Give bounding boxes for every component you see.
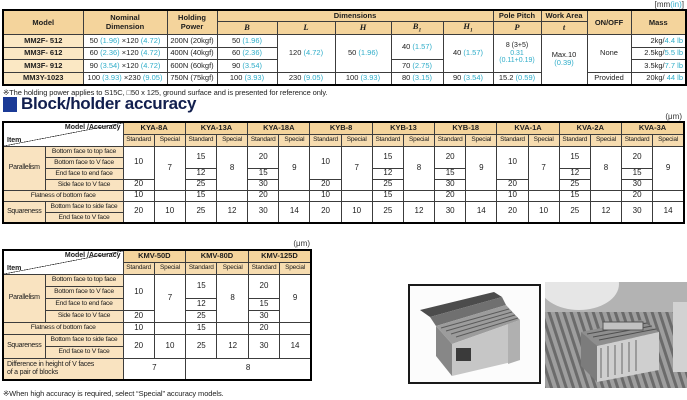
empty-cell — [154, 190, 185, 201]
model-name: MM3F- 912 — [3, 60, 83, 73]
section-title: Block/holder accuracy — [21, 94, 197, 113]
spec-table — [2, 9, 687, 86]
row-label: Bottom face to side face — [45, 334, 123, 346]
col-header-onoff: ON/OFF — [587, 10, 631, 35]
value-cell: 15 — [185, 190, 216, 201]
value-cell: 10 — [154, 334, 185, 358]
row-label: Bottom face to side face — [45, 201, 123, 212]
value-cell: 8 — [590, 146, 621, 190]
model-header: KYB-13 — [372, 122, 434, 134]
row-label: Side face to V face — [45, 310, 123, 322]
standard-header: Standard — [372, 134, 403, 146]
value-cell: 10 — [123, 146, 154, 179]
table-row — [3, 10, 686, 21]
special-header: Special — [590, 134, 621, 146]
table-row — [3, 146, 684, 157]
dim-B1: 40 (1.57) — [391, 35, 443, 60]
table-row — [3, 322, 311, 334]
unit-label-um-2: (μm) — [293, 239, 310, 248]
section-bullet-icon — [3, 97, 17, 112]
special-header: Special — [216, 134, 247, 146]
row-label: End face to end face — [45, 168, 123, 179]
col-header-model: Model — [3, 10, 83, 35]
table-row — [3, 190, 684, 201]
value-cell: 14 — [279, 201, 310, 223]
value-cell: 12 — [559, 168, 590, 179]
dim-B: 60 (2.36) — [217, 47, 277, 60]
empty-cell — [279, 190, 310, 201]
holding-power: 750N (75kgf) — [167, 72, 217, 85]
row-label-flatness: Flatness of bottom face — [3, 322, 123, 334]
value-cell: 7 — [341, 146, 372, 190]
corner-item-label: Item — [7, 136, 22, 144]
table-row — [3, 250, 311, 262]
col-header-H: H — [335, 21, 391, 35]
special-header: Special — [403, 134, 434, 146]
model-name: MM2F- 512 — [3, 35, 83, 48]
value-cell: 8 — [403, 146, 434, 190]
work-area-value: Max.10 (0.39) — [541, 35, 587, 85]
value-cell: 30 — [435, 179, 466, 190]
row-label: Bottom face to V face — [45, 286, 123, 298]
accuracy-note: ※When high accuracy is required, select “Special” accuracy models. — [3, 389, 224, 398]
value-cell: 10 — [123, 274, 154, 310]
value-cell: 15 — [248, 298, 279, 310]
value-cell: 12 — [216, 201, 247, 223]
row-label-difference: Difference in height of V faces of a pair of blocks — [3, 358, 123, 380]
value-cell: 14 — [653, 201, 684, 223]
pole-pitch-value: 15.2 (0.59) — [493, 72, 541, 85]
dim-B: 100 (3.93) — [217, 72, 277, 85]
col-header-holding: Holding Power — [167, 10, 217, 35]
value-cell: 20 — [248, 322, 279, 334]
vblock-photo-image — [408, 284, 541, 384]
col-header-B1: $B_1$ — [391, 21, 443, 35]
value-cell: 10 — [154, 201, 185, 223]
accuracy-table-kya — [2, 121, 685, 224]
value-cell: 25 — [559, 201, 590, 223]
value-cell: 15 — [248, 168, 279, 179]
value-cell: 15 — [559, 146, 590, 168]
row-label: End face to V face — [45, 212, 123, 223]
model-header: KMV-50D — [123, 250, 186, 262]
standard-header: Standard — [310, 134, 341, 146]
value-cell: 15 — [622, 168, 653, 179]
empty-cell — [216, 190, 247, 201]
value-cell: 25 — [186, 310, 217, 322]
dim-H1: 90 (3.54) — [443, 72, 493, 85]
col-header-dimensions: Dimensions — [217, 10, 493, 21]
value-cell: 10 — [123, 322, 154, 334]
value-cell: 8 — [186, 358, 311, 380]
special-header: Special — [466, 134, 497, 146]
dim-H1: 40 (1.57) — [443, 35, 493, 73]
corner-model-label: Model /Accuracy — [64, 252, 121, 259]
dim-B1: 70 (2.75) — [391, 60, 443, 73]
corner-header — [3, 122, 123, 146]
dim-L: 120 (4.72) — [277, 35, 335, 73]
value-cell: 10 — [123, 190, 154, 201]
model-header: KMV-125D — [248, 250, 311, 262]
value-cell: 25 — [186, 334, 217, 358]
value-cell: 20 — [435, 146, 466, 168]
dim-L: 230 (9.05) — [277, 72, 335, 85]
row-label: Bottom face to top face — [45, 274, 123, 286]
special-header: Special — [653, 134, 684, 146]
value-cell: 7 — [154, 274, 185, 322]
mass-value: 2kg/4.4 lb — [631, 35, 686, 48]
model-header: KVA-1A — [497, 122, 559, 134]
col-header-pole-pitch: Pole Pitch — [493, 10, 541, 21]
empty-cell — [466, 190, 497, 201]
empty-cell — [403, 190, 434, 201]
model-name: MM3Y-1023 — [3, 72, 83, 85]
value-cell: 15 — [185, 146, 216, 168]
value-cell: 10 — [497, 146, 528, 179]
table-row — [3, 35, 686, 48]
standard-header: Standard — [185, 134, 216, 146]
section-heading — [3, 94, 196, 114]
value-cell: 20 — [622, 190, 653, 201]
value-cell: 25 — [185, 201, 216, 223]
value-cell: 15 — [435, 168, 466, 179]
value-cell: 30 — [622, 201, 653, 223]
col-header-L: L — [277, 21, 335, 35]
table-row — [3, 334, 311, 346]
dim-H: 100 (3.93) — [335, 72, 391, 85]
value-cell: 9 — [279, 146, 310, 190]
value-cell: 25 — [372, 201, 403, 223]
value-cell: 10 — [310, 190, 341, 201]
value-cell: 8 — [217, 274, 248, 322]
value-cell: 15 — [186, 322, 217, 334]
table-row — [3, 122, 684, 134]
value-cell: 12 — [217, 334, 248, 358]
row-group-squareness: Squareness — [3, 334, 45, 358]
model-header: KYA-18A — [248, 122, 310, 134]
standard-header: Standard — [248, 134, 279, 146]
row-label: End face to V face — [45, 346, 123, 358]
value-cell: 30 — [248, 334, 279, 358]
row-label: Side face to V face — [45, 179, 123, 190]
value-cell: 30 — [248, 179, 279, 190]
table-row — [3, 274, 311, 286]
special-header: Special — [280, 262, 311, 274]
value-cell: 15 — [559, 190, 590, 201]
value-cell: 30 — [248, 310, 279, 322]
value-cell: 12 — [590, 201, 621, 223]
mass-value: 3.5kg/7.7 lb — [631, 60, 686, 73]
value-cell: 20 — [248, 190, 279, 201]
value-cell: 9 — [653, 146, 684, 190]
mass-value: 2.5kg/5.5 lb — [631, 47, 686, 60]
onoff-value: None — [587, 35, 631, 73]
dim-B: 50 (1.96) — [217, 35, 277, 48]
special-header: Special — [279, 134, 310, 146]
value-cell: 8 — [216, 146, 247, 190]
value-cell: 12 — [186, 298, 217, 310]
value-cell: 25 — [372, 179, 403, 190]
value-cell: 10 — [497, 190, 528, 201]
corner-model-label: Model /Accuracy — [64, 124, 121, 131]
model-header: KYB-8 — [310, 122, 372, 134]
value-cell: 25 — [559, 179, 590, 190]
standard-header: Standard — [248, 262, 279, 274]
nominal-dimension: 60 (2.36) ×120 (4.72) — [83, 47, 167, 60]
empty-cell — [653, 190, 684, 201]
standard-header: Standard — [123, 134, 154, 146]
col-header-H1: $H_1$ — [443, 21, 493, 35]
value-cell: 10 — [341, 201, 372, 223]
standard-header: Standard — [123, 262, 154, 274]
value-cell: 20 — [497, 179, 528, 190]
value-cell: 10 — [528, 201, 559, 223]
value-cell: 25 — [185, 179, 216, 190]
value-cell: 20 — [123, 334, 154, 358]
value-cell: 9 — [280, 274, 311, 322]
onoff-value: Provided — [587, 72, 631, 85]
special-header: Special — [341, 134, 372, 146]
special-header: Special — [528, 134, 559, 146]
model-header: KYA-8A — [123, 122, 185, 134]
value-cell: 7 — [154, 146, 185, 190]
holding-power: 200N (20kgf) — [167, 35, 217, 48]
accuracy-table-kmv — [2, 249, 312, 381]
row-label: Bottom face to V face — [45, 157, 123, 168]
empty-cell — [280, 322, 311, 334]
model-header: KVA-2A — [559, 122, 621, 134]
unit-label-um-1: (μm) — [665, 112, 682, 121]
value-cell: 20 — [123, 310, 154, 322]
holding-power-note: ※The holding power applies to S15C, □50 x 125, ground surface and is presented for reference only. — [3, 88, 328, 97]
empty-cell — [154, 322, 185, 334]
row-label: End face to end face — [45, 298, 123, 310]
grinding-photo-image — [545, 282, 687, 388]
value-cell: 15 — [372, 190, 403, 201]
dim-B: 90 (3.54) — [217, 60, 277, 73]
value-cell: 12 — [372, 168, 403, 179]
empty-cell — [528, 190, 559, 201]
model-header: KVA-3A — [622, 122, 685, 134]
value-cell: 20 — [123, 201, 154, 223]
value-cell: 9 — [466, 146, 497, 190]
value-cell: 30 — [248, 201, 279, 223]
value-cell: 20 — [123, 179, 154, 190]
dim-H: 50 (1.96) — [335, 35, 391, 73]
model-name: MM3F- 612 — [3, 47, 83, 60]
pole-pitch-value: 8 (3+5) 0.31 (0.11+0.19) — [493, 35, 541, 73]
special-header: Special — [154, 262, 185, 274]
value-cell: 14 — [280, 334, 311, 358]
standard-header: Standard — [622, 134, 653, 146]
col-header-mass: Mass — [631, 10, 686, 35]
holding-power: 400N (40kgf) — [167, 47, 217, 60]
value-cell: 20 — [310, 201, 341, 223]
value-cell: 20 — [497, 201, 528, 223]
row-group-parallelism: Parallelism — [3, 274, 45, 322]
standard-header: Standard — [435, 134, 466, 146]
value-cell: 15 — [372, 146, 403, 168]
nominal-dimension: 50 (1.96) ×120 (4.72) — [83, 35, 167, 48]
row-group-parallelism: Parallelism — [3, 146, 45, 190]
nominal-dimension: 90 (3.54) ×120 (4.72) — [83, 60, 167, 73]
row-label-flatness: Flatness of bottom face — [3, 190, 123, 201]
corner-header — [3, 250, 123, 274]
product-photo-grinding — [545, 282, 687, 393]
value-cell: 20 — [622, 146, 653, 168]
standard-header: Standard — [559, 134, 590, 146]
value-cell: 14 — [466, 201, 497, 223]
value-cell: 20 — [248, 274, 279, 298]
empty-cell — [590, 190, 621, 201]
dim-B1: 80 (3.15) — [391, 72, 443, 85]
col-header-B: B — [217, 21, 277, 35]
table-row — [3, 358, 311, 380]
table-row — [3, 201, 684, 212]
col-header-work-area: Work Area — [541, 10, 587, 21]
value-cell: 7 — [528, 146, 559, 190]
model-header: KYB-18 — [435, 122, 497, 134]
nominal-dimension: 100 (3.93) ×230 (9.05) — [83, 72, 167, 85]
standard-header: Standard — [497, 134, 528, 146]
value-cell: 12 — [185, 168, 216, 179]
value-cell: 7 — [123, 358, 186, 380]
model-header: KYA-13A — [185, 122, 247, 134]
standard-header: Standard — [186, 262, 217, 274]
special-header: Special — [217, 262, 248, 274]
value-cell: 20 — [248, 146, 279, 168]
empty-cell — [217, 322, 248, 334]
value-cell: 10 — [310, 146, 341, 179]
mass-value: 20kg/ 44 lb — [631, 72, 686, 85]
product-photo-vblock — [408, 284, 541, 389]
model-header: KMV-80D — [186, 250, 249, 262]
value-cell: 30 — [435, 201, 466, 223]
value-cell: 12 — [403, 201, 434, 223]
holding-power: 600N (60kgf) — [167, 60, 217, 73]
corner-item-label: Item — [7, 264, 22, 272]
value-cell: 15 — [186, 274, 217, 298]
unit-label-mm: [mm(in)] — [654, 0, 684, 9]
value-cell: 30 — [622, 179, 653, 190]
row-label: Bottom face to top face — [45, 146, 123, 157]
empty-cell — [341, 190, 372, 201]
row-group-squareness: Squareness — [3, 201, 45, 223]
col-header-nominal: Nominal Dimension — [83, 10, 167, 35]
special-header: Special — [154, 134, 185, 146]
col-header-P: P — [493, 21, 541, 35]
value-cell: 20 — [435, 190, 466, 201]
value-cell: 20 — [310, 179, 341, 190]
col-header-t: t — [541, 21, 587, 35]
